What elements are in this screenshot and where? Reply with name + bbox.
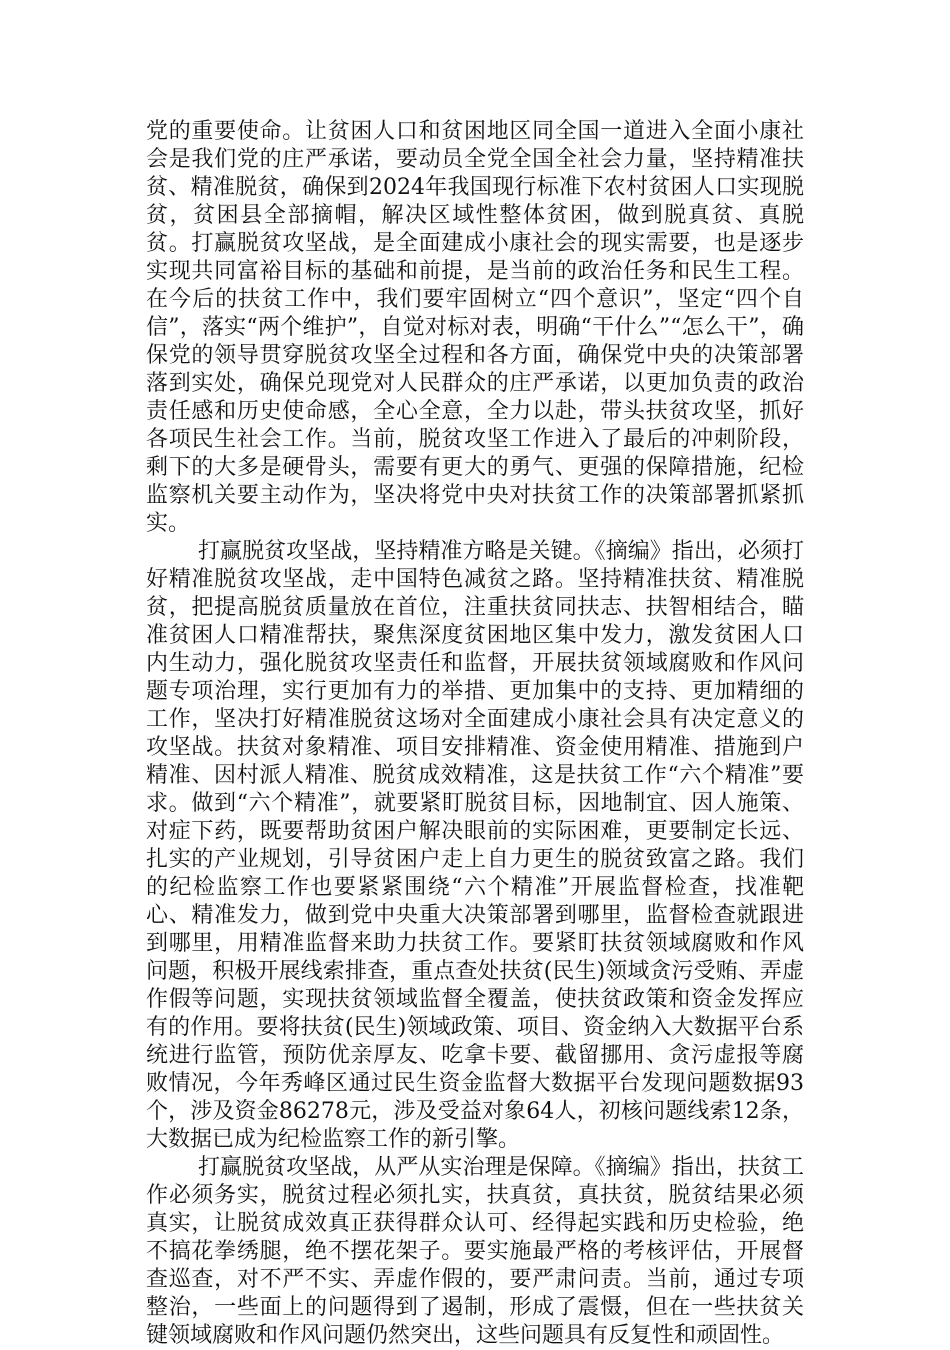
paragraph-strict-governance: 打赢脱贫攻坚战，从严从实治理是保障。《摘编》指出，扶贫工作必须务实，脱贫过程必须扎实，扶真贫，真扶贫，脱贫结果必须真实，让脱贫成效真正获得群众认可、经得起实践和历史检验，绝不搞花拳绣腿，绝不摆花架子。要实施最严格的考核评估，开展督查巡查，对不严不实、弄虚作假的，要严肃问责。当前，通过专项整治，一些面上的问题得到了遏制，形成了震慑，但在一些扶贫关键领域腐败和作风问题仍然突出，这些问题具有反复性和顽固性。 — [146, 1155, 804, 1348]
paragraph-mission: 党的重要使命。让贫困人口和贫困地区同全国一道进入全面小康社会是我们党的庄严承诺，要动员全党全国全社会力量，坚持精准扶贫、精准脱贫，确保到2024年我国现行标准下农村贫困人口实现脱贫，贫困县全部摘帽，解决区域性整体贫困，做到脱真贫、真脱贫。打赢脱贫攻坚战，是全面建成小康社会的现实需要，也是逐步实现共同富裕目标的基础和前提，是当前的政治任务和民生工程。在今后的扶贫工作中，我们要牢固树立“四个意识”，坚定“四个自信”，落实“两个维护”，自觉对标对表，明确“干什么”“怎么干”，确保党的领导贯穿脱贫攻坚全过程和各方面，确保党中央的决策部署落到实处，确保兑现党对人民群众的庄严承诺，以更加负责的政治责任感和历史使命感，全心全意，全力以赴，带头扶贫攻坚，抓好各项民生社会工作。当前，脱贫攻坚工作进入了最后的冲刺阶段，剩下的大多是硬骨头，需要有更大的勇气、更强的保障措施，纪检监察机关要主动作为，坚决将党中央对扶贫工作的决策部署抓紧抓实。 — [146, 119, 804, 536]
paragraph-precision-strategy: 打赢脱贫攻坚战，坚持精准方略是关键。《摘编》指出，必须打好精准脱贫攻坚战，走中国特色减贫之路。坚持精准扶贫、精准脱贫，把提高脱贫质量放在首位，注重扶贫同扶志、扶智相结合，瞄准贫困人口精准帮扶，聚焦深度贫困地区集中发力，激发贫困人口内生动力，强化脱贫攻坚责任和监督，开展扶贫领域腐败和作风问题专项治理，实行更加有力的举措、更加集中的支持、更加精细的工作，坚决打好精准脱贫这场对全面建成小康社会具有决定意义的攻坚战。扶贫对象精准、项目安排精准、资金使用精准、措施到户精准、因村派人精准、脱贫成效精准，这是扶贫工作“六个精准”要求。做到“六个精准”，就要紧盯脱贫目标，因地制宜、因人施策、对症下药，既要帮助贫困户解决眼前的实际困难，更要制定长远、扎实的产业规划，引导贫困户走上自力更生的脱贫致富之路。我们的纪检监察工作也要紧紧围绕“六个精准”开展监督检查，找准靶心、精准发力，做到党中央重大决策部署到哪里，监督检查就跟进到哪里，用精准监督来助力扶贫工作。要紧盯扶贫领域腐败和作风问题，积极开展线索排查，重点查处扶贫(民生)领域贪污受贿、弄虚作假等问题，实现扶贫领域监督全覆盖，使扶贫政策和资金发挥应有的作用。要将扶贫(民生)领域政策、项目、资金纳入大数据平台系统进行监管，预防优亲厚友、吃拿卡要、截留挪用、贪污虚报等腐败情况，今年秀峰区通过民生资金监督大数据平台发现问题数据93个，涉及资金86278元，涉及受益对象64人，初核问题线索12条，大数据已成为纪检监察工作的新引擎。 — [146, 539, 804, 1152]
document-body — [146, 118, 804, 1350]
